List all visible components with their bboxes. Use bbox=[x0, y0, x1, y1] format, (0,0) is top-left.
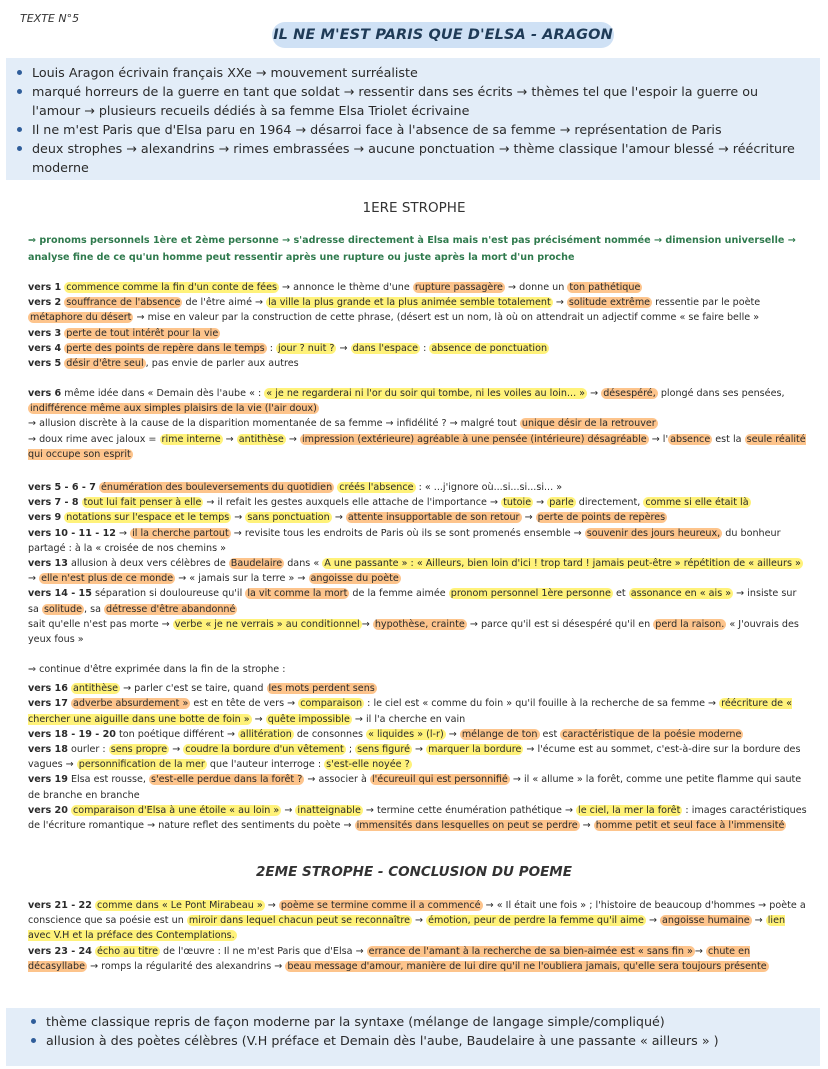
intro-item: Louis Aragon écrivain français XXe → mouvement surréaliste bbox=[6, 63, 810, 82]
conclusion-item: allusion à des poètes célèbres (V.H préface et Demain dès l'aube, Baudelaire à une passante « ailleurs » ) bbox=[20, 1031, 820, 1050]
verse-line: vers 14 - 15 séparation si douloureuse qu'il la vit comme la mort de la femme aimée pronom personnel 1ère personne et assonance en « ais » → insiste sur sa solitude , sa détresse d'être abandonné bbox=[28, 588, 797, 615]
verses-21-24-block bbox=[28, 898, 808, 974]
verse-line: sait qu'elle n'est pas morte → verbe « je ne verrais » au conditionnel → hypothèse, crainte → parce qu'il est si désespéré qu'il en perd la raison. « J'ouvrais des yeux fous » bbox=[28, 618, 799, 646]
verse-6-block bbox=[28, 386, 808, 462]
verses-16-20-block bbox=[28, 662, 808, 833]
verse-line: vers 18 ourler : sens propre → coudre la bordure d'un vêtement ; sens figuré → marquer la bordure → l'écume est au sommet, c'est-à-dire sur la bordure des vagues → personnification de la mer que l'auteur interroge : s'est-elle noyée ? bbox=[28, 744, 801, 771]
verse-line: vers 10 - 11 - 12 → il la cherche partout → revisite tous les endroits de Paris où ils se sont promenés ensemble → souvenir des jours heureux, du bonheur partagé : à la « croisée de nos chemins » bbox=[28, 527, 781, 554]
verses-1-5-block bbox=[28, 280, 808, 371]
verse-line: vers 13 allusion à deux vers célèbres de Baudelaire dans « A une passante » : « Ailleurs, bien loin d'ici ! trop tard ! jamais peut-être » répétition de « ailleurs » → elle n'est plus de ce monde → « jamais sur la terre » → angoisse du poète bbox=[28, 558, 801, 585]
intro-item: marqué horreurs de la guerre en tant que soldat → ressentir dans ses écrits → thèmes tel que l'espoir la guerre ou l'amour → plusieurs recueils dédiés à sa femme Elsa Triolet écrivaine bbox=[6, 82, 810, 120]
continue-line: ⇒ continue d'être exprimée dans la fin de la strophe : bbox=[28, 664, 286, 675]
verses-5-15-block bbox=[28, 480, 808, 647]
conclusion-summary-box bbox=[6, 1008, 820, 1066]
verse-line: vers 19 Elsa est rousse, s'est-elle perdue dans la forêt ? → associer à l'écureuil qui est personnifié → il « allume » la forêt, comme une petite flamme qui saute de branche en branche bbox=[28, 774, 802, 801]
texte-number-label: TEXTE N°5 bbox=[20, 12, 80, 25]
intro-summary-box bbox=[6, 58, 820, 180]
verse-line: vers 5 - 6 - 7 énumération des bouleversements du quotidien créés l'absence : « ...j'ignore où...si...si...si... » bbox=[28, 482, 563, 493]
conclusion-item: thème classique repris de façon moderne par la syntaxe (mélange de langage simple/compliqué) bbox=[20, 1012, 820, 1031]
verse-line: vers 4 perte des points de repère dans le temps : jour ? nuit ? → dans l'espace : absence de ponctuation bbox=[28, 342, 548, 354]
strophe1-heading: 1ERE STROPHE bbox=[362, 200, 466, 216]
verse-line: vers 9 notations sur l'espace et le temps → sans ponctuation → attente insupportable de son retour → perte de points de repères bbox=[28, 512, 666, 524]
intro-item: deux strophes → alexandrins → rimes embrassées → aucune ponctuation → thème classique l'amour blessé → réécriture moderne bbox=[6, 139, 810, 177]
verse-line: → doux rime avec jaloux = rime interne → antithèse → impression (extérieure) agréable à une pensée (intérieure) désagréable → l' absence est la seule réalité qui occupe son esprit bbox=[28, 433, 806, 460]
verse-line: vers 5 désir d'être seul , pas envie de parler aux autres bbox=[28, 358, 299, 370]
verse-line: vers 2 souffrance de l'absence de l'être aimé → la ville la plus grande et la plus animée semble totalement → solitude extrême ressentie par le poète métaphore du désert → mise en valeur par la construction de cette phrase, (désert est un nom, là où on attendrait un adjectif comme « se faire belle » bbox=[28, 297, 761, 324]
verse-line: vers 20 comparaison d'Elsa à une étoile « au loin » → inatteignable → termine cette énumération pathétique → le ciel, la mer la forêt : images caractéristiques de l'écriture romantique → nature reflet des sentiments du poète → immensités dans lesquelles on peut se perdre → homme petit et seul face à l'immensité bbox=[28, 804, 807, 832]
verse-line: vers 3 perte de tout intérêt pour la vie bbox=[28, 327, 219, 339]
verse-line: vers 17 adverbe absurdement » est en tête de vers → comparaison : le ciel est « comme du foin » qu'il fouille à la recherche de sa femme → réécriture de « chercher une aiguille dans une botte de foin » → quête impossible → il l'a cherche en vain bbox=[28, 698, 792, 725]
verse-line: vers 1 commence comme la fin d'un conte de fées → annonce le thème d'une rupture passagère → donne un ton pathétique bbox=[28, 282, 641, 293]
strophe1-thesis: ⇒ pronoms personnels 1ère et 2ème personne → s'adresse directement à Elsa mais n'est pas précisément nommée → dimension universelle → analyse fine de ce qu'un homme peut ressentir après une rupture ou juste après la mort d'un proche bbox=[28, 235, 796, 263]
page-title: IL NE M'EST PARIS QUE D'ELSA - ARAGON bbox=[272, 22, 614, 48]
strophe2-heading: 2EME STROPHE - CONCLUSION DU POEME bbox=[256, 864, 572, 880]
intro-item: Il ne m'est Paris que d'Elsa paru en 1964 → désarroi face à l'absence de sa femme → représentation de Paris bbox=[6, 120, 810, 139]
verse-line: vers 7 - 8 tout lui fait penser à elle → il refait les gestes auxquels elle attache de l'importance → tutoie → parle directement, comme si elle était là bbox=[28, 497, 749, 509]
verse-line: vers 21 - 22 comme dans « Le Pont Mirabeau » → poème se termine comme il a commencé → « Il était une fois » ; l'histoire de beaucoup d'hommes → poète a conscience que sa poésie est un miroir dans lequel chacun peut se reconnaître → émotion, peur de perdre la femme qu'il aime → angoisse humaine → lien avec V.H et la préface des Contemplations. bbox=[28, 900, 806, 942]
verse-line: vers 6 même idée dans « Demain dès l'aube « : « je ne regarderai ni l'or du soir qui tombe, ni les voiles au loin... » → désespéré, plongé dans ses pensées, indifférence même aux simples plaisirs de la vie (l'air doux) bbox=[28, 388, 785, 415]
verse-line: vers 23 - 24 écho au titre de l'œuvre : Il ne m'est Paris que d'Elsa → errance de l'amant à la recherche de sa bien-aimée est « sans fin » → chute en décasyllabe → romps la régularité des alexandrins → beau message d'amour, manière de lui dire qu'il ne l'oubliera jamais, qu'elle sera toujours présente bbox=[28, 945, 767, 972]
verse-line: vers 16 antithèse → parler c'est se taire, quand les mots perdent sens bbox=[28, 683, 375, 695]
verse-line: vers 18 - 19 - 20 ton poétique différent → allitération de consonnes « liquides » (l-r) → mélange de ton est caractéristique de la poésie moderne bbox=[28, 728, 742, 740]
verse-line: → allusion discrète à la cause de la disparition momentanée de sa femme → infidélité ? → malgré tout unique désir de la retrouver bbox=[28, 418, 656, 430]
